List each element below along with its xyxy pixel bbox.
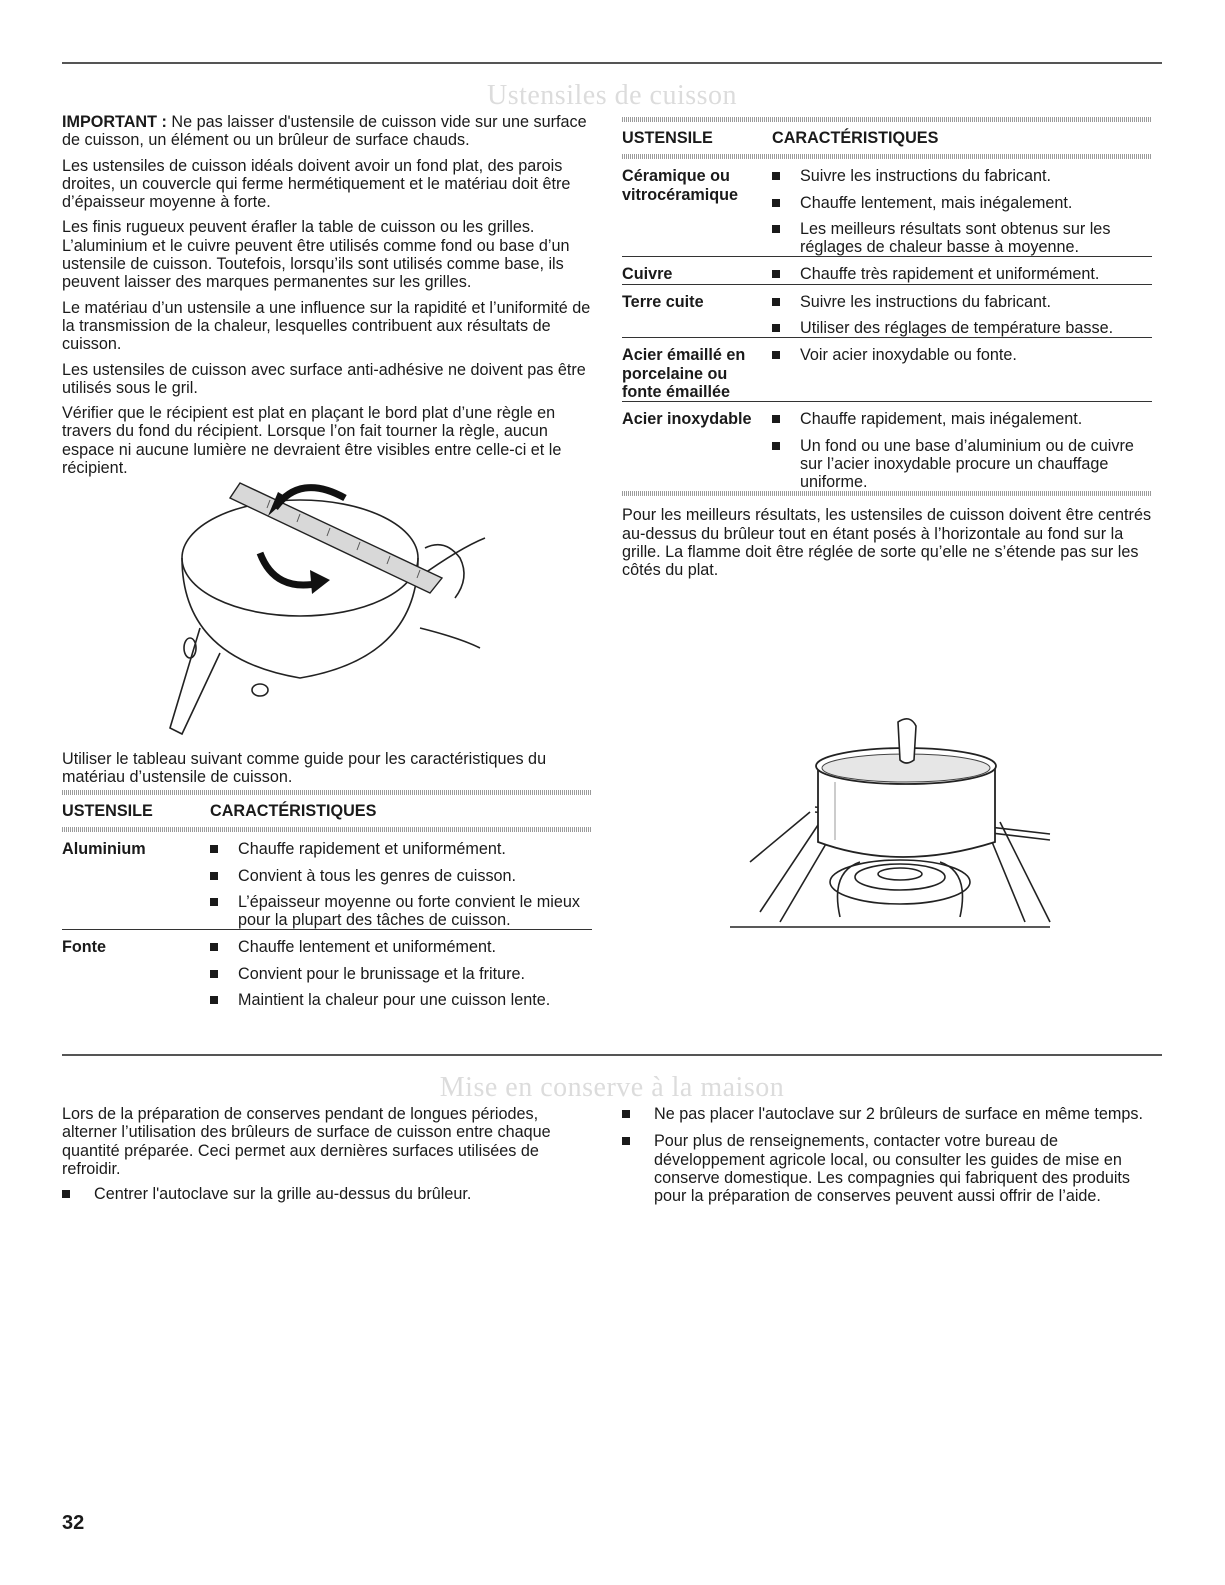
list-item: Chauffe rapidement, mais inégalement. <box>772 410 1152 428</box>
bullet-icon <box>210 898 218 906</box>
bullet-icon <box>772 270 780 278</box>
bullet-icon <box>772 172 780 180</box>
paragraph-nonstick: Les ustensiles de cuisson avec surface anti-adhésive ne doivent pas être utilisés sous le gril. <box>62 360 586 397</box>
bullet-icon <box>772 199 780 207</box>
paragraph-table-guide: Utiliser le tableau suivant comme guide pour les caractéristiques du matériau d’ustensile de cuisson. <box>62 750 547 787</box>
material-name: Terre cuite <box>622 284 772 338</box>
list-item: Voir acier inoxydable ou fonte. <box>772 346 1152 364</box>
list-item: Convient pour le brunissage et la friture. <box>210 965 592 983</box>
paragraph-ideal-cookware: Les ustensiles de cuisson idéals doivent avoir un fond plat, des parois droites, un couvercle qui ferme hermétiquement et le matériau doit être d’épaisseur moyenne à forte. <box>62 156 571 212</box>
col-header-characteristics: CARACTÉRISTIQUES <box>772 129 939 147</box>
bullet-icon <box>772 442 780 450</box>
canning-left-list <box>62 1185 587 1203</box>
bullet-icon <box>62 1190 70 1198</box>
material-name: Aluminium <box>62 832 210 930</box>
list-item: Convient à tous les genres de cuisson. <box>210 867 592 885</box>
canning-left-column <box>62 1105 587 1212</box>
list-item: Les meilleurs résultats sont obtenus sur les réglages de chaleur basse à moyenne. <box>772 220 1152 257</box>
table-top-dotted-rule <box>622 117 1152 122</box>
bullet-icon <box>622 1110 630 1118</box>
paragraph-material: Le matériau d’un ustensile a une influence sur la rapidité et l’uniformité de la transmission de la chaleur, lesquelles contribuent aux résultats de cuisson. <box>62 298 591 354</box>
bullet-icon <box>210 943 218 951</box>
material-name: Acier émaillé en porcelaine ou fonte émaillée <box>622 338 772 402</box>
table-row <box>622 257 1152 284</box>
left-materials-table <box>62 790 592 1009</box>
list-item: Maintient la chaleur pour une cuisson lente. <box>210 991 592 1009</box>
bullet-icon <box>210 970 218 978</box>
bullet-icon <box>772 324 780 332</box>
top-rule <box>62 62 1162 64</box>
material-name: Céramique ou vitrocéramique <box>622 159 772 257</box>
table-row <box>622 338 1152 402</box>
table-header-dotted-rule <box>62 827 592 832</box>
right-materials-table <box>622 117 1152 580</box>
paragraph-centering: Pour les meilleurs résultats, les ustensiles de cuisson doivent être centrés au-dessus du brûleur tout en étant posés à l’horizontale au fond sur la grille. La flamme doit être réglée de sorte qu’elle ne s’étende pas sur les côtés du plat. <box>622 506 1152 580</box>
bullet-icon <box>622 1137 630 1145</box>
canning-right-list <box>622 1105 1152 1205</box>
material-name: Acier inoxydable <box>622 410 752 429</box>
list-item: Chauffe lentement, mais inégalement. <box>772 194 1152 212</box>
important-label: IMPORTANT : <box>62 113 167 131</box>
table-row <box>62 832 592 930</box>
section-title-canning: Mise en conserve à la maison <box>439 1072 785 1103</box>
bullet-icon <box>772 415 780 423</box>
bullet-icon <box>210 872 218 880</box>
table-top-dotted-rule <box>62 790 592 795</box>
bullet-icon <box>772 225 780 233</box>
section-title-cookware: Ustensiles de cuisson <box>486 80 738 111</box>
list-item: Ne pas placer l'autoclave sur 2 brûleurs de surface en même temps. <box>622 1105 1152 1123</box>
list-item: Chauffe rapidement et uniformément. <box>210 840 592 858</box>
col-header-utensil: USTENSILE <box>622 129 713 147</box>
page-number: 32 <box>62 1512 85 1534</box>
list-item: Chauffe lentement et uniformément. <box>210 938 592 956</box>
table-bottom-dotted-rule <box>622 491 1152 496</box>
canning-right-column <box>622 1105 1152 1214</box>
col-header-characteristics: CARACTÉRISTIQUES <box>210 802 377 820</box>
list-item: Suivre les instructions du fabricant. <box>772 167 1152 185</box>
list-item: Centrer l'autoclave sur la grille au-dessus du brûleur. <box>62 1185 587 1203</box>
material-name: Fonte <box>62 938 107 957</box>
bullet-icon <box>210 996 218 1004</box>
col-header-utensil: USTENSILE <box>62 802 153 820</box>
list-item: Chauffe très rapidement et uniformément. <box>772 265 1152 283</box>
middle-rule <box>62 1054 1162 1056</box>
table-header-dotted-rule <box>622 154 1152 159</box>
list-item: Un fond ou une base d’aluminium ou de cuivre sur l’acier inoxydable procure un chauffage uniforme. <box>772 437 1152 492</box>
bullet-icon <box>210 845 218 853</box>
pan-ruler-illustration <box>160 478 500 748</box>
left-table-intro <box>62 750 592 794</box>
paragraph-flat-check: Vérifier que le récipient est plat en plaçant le bord plat d’une règle en travers du fond du récipient. Lorsque l’on fait tourner la règle, aucun espace ni aucune lumière ne devraient être visibles entre celle-ci et le récipient. <box>62 404 562 478</box>
important-text: Ne pas laisser d'ustensile de cuisson vide sur une surface de cuisson, un élément ou un brûleur de surface chauds. <box>62 113 587 150</box>
table-row <box>62 930 592 1009</box>
left-column <box>62 113 592 484</box>
list-item: Pour plus de renseignements, contacter votre bureau de développement agricole local, ou consulter les guides de mise en conserve domestique. Les compagnies qui fabriquent des produits pour la préparation de conserves peuvent aussi offrir de l’aide. <box>622 1132 1152 1205</box>
list-item: Utiliser des réglages de température basse. <box>772 319 1152 337</box>
list-item: Suivre les instructions du fabricant. <box>772 293 1152 311</box>
table-row <box>622 402 1152 492</box>
table-row <box>622 159 1152 257</box>
list-item: L’épaisseur moyenne ou forte convient le mieux pour la plupart des tâches de cuisson. <box>210 893 592 930</box>
table-row <box>622 284 1152 338</box>
paragraph-canning: Lors de la préparation de conserves pendant de longues périodes, alterner l’utilisation des brûleurs de surface de cuisson entre chaque quantité préparée. Ceci permet aux dernières surfaces utilisées de refroidir. <box>62 1105 551 1178</box>
paragraph-rough-finishes: Les finis rugueux peuvent érafler la table de cuisson ou les grilles. L’aluminium et le cuivre peuvent être utilisés comme fond ou base d’un ustensile de cuisson. Toutefois, lorsqu’ils sont utilisés comme base, ils peuvent laisser des marques permanentes sur les grilles. <box>62 218 570 292</box>
bullet-icon <box>772 298 780 306</box>
important-paragraph <box>62 113 592 150</box>
bullet-icon <box>772 351 780 359</box>
material-name: Cuivre <box>622 257 772 284</box>
pot-on-burner-illustration <box>720 712 1060 942</box>
